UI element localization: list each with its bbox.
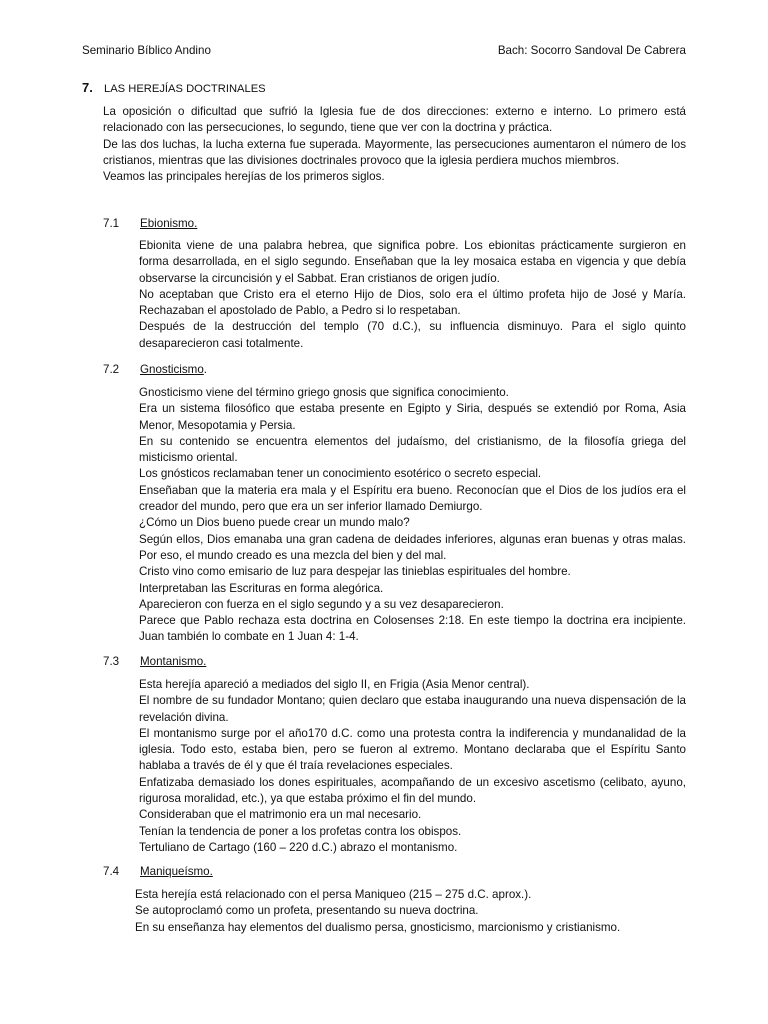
paragraph: Enfatizaba demasiado los dones espirituales, acompañando de un excesivo ascetismo (celibato, ayuno, rigurosa moralidad, etc.), ya que estaba próximo el fin del mundo. <box>139 775 686 806</box>
section-body-montanismo <box>139 677 686 856</box>
section-title-suffix: . <box>203 363 208 376</box>
paragraph: El montanismo surge por el año170 d.C. como una protesta contra la indiferencia y mundanalidad de la iglesia. Todo esto, estaba bien, pero se fueron al extremo. Montano declaraba que el Espíritu Santo hablaba a través de él y que él traía revelaciones especiales. <box>139 726 686 773</box>
section-title: Maniqueísmo. <box>140 865 213 878</box>
paragraph: Ebionita viene de una palabra hebrea, que significa pobre. Los ebionitas prácticamente surgieron en forma desarrollada, en el siglo segundo. Enseñaban que la ley mosaica estaba en vigencia y que debía observarse la circuncisión y el Sabbat. Eran cristianos de origen judío. <box>139 239 686 285</box>
section-number: 7.3 <box>103 655 120 668</box>
header-institution: Seminario Bíblico Andino <box>82 44 211 57</box>
section-body-ebionismo <box>139 238 686 352</box>
paragraph: El nombre de su fundador Montano; quien declaro que estaba inaugurando una nueva dispensación de la revelación divina. <box>139 694 686 724</box>
paragraph: Esta herejía apareció a mediados del siglo II, en Frigia (Asia Menor central). <box>139 678 530 691</box>
section-body-gnosticismo <box>139 385 686 646</box>
paragraph: Tertuliano de Cartago (160 – 220 d.C.) abrazo el montanismo. <box>139 840 458 854</box>
section-number: 7.4 <box>103 865 120 878</box>
paragraph: Se autoproclamó como un profeta, presentando su nueva doctrina. <box>135 904 479 918</box>
paragraph: Interpretaban las Escrituras en forma alegórica. <box>139 581 384 595</box>
paragraph: Veamos las principales herejías de los primeros siglos. <box>103 170 385 184</box>
paragraph: De las dos luchas, la lucha externa fue superada. Mayormente, las persecuciones aumentaron el número de los cristianos, mientras que las divisiones doctrinales provoco que la iglesia perdiera muchos miembros. <box>103 137 686 167</box>
paragraph: Era un sistema filosófico que estaba presente en Egipto y Siria, después se extendió por Roma, Asia Menor, Mesopotamia y Persia. <box>139 402 686 432</box>
paragraph: ¿Cómo un Dios bueno puede crear un mundo malo? <box>139 516 410 530</box>
paragraph: Esta herejía está relacionado con el persa Maniqueo (215 – 275 d.C. aprox.). <box>135 888 532 901</box>
paragraph: No aceptaban que Cristo era el eterno Hijo de Dios, solo era el último profeta hijo de José y María. Rechazaban el apostolado de Pablo, a Pedro si lo respetaban. <box>139 287 686 318</box>
paragraph: En su contenido se encuentra elementos del judaísmo, del cristianismo, de la filosofía griega del misticismo oriental. <box>139 434 686 465</box>
paragraph: En su enseñanza hay elementos del dualismo persa, gnosticismo, marcionismo y cristianismo. <box>135 920 621 934</box>
paragraph: Aparecieron con fuerza en el siglo segundo y a su vez desaparecieron. <box>139 597 504 611</box>
paragraph: Gnosticismo viene del término griego gnosis que significa conocimiento. <box>139 386 509 399</box>
section-body-maniqueismo <box>135 887 682 936</box>
intro-text <box>103 104 686 185</box>
section-number: 7.2 <box>103 363 120 376</box>
header-author: Bach: Socorro Sandoval De Cabrera <box>497 44 686 57</box>
paragraph: La oposición o dificultad que sufrió la Iglesia fue de dos direcciones: externo e interno. Lo primero está relacionado con las persecuciones, lo segundo, tiene que ver con la doctrina y práctica. <box>103 105 686 135</box>
paragraph: Después de la destrucción del templo (70 d.C.), su influencia disminuyo. Para el siglo quinto desaparecieron casi totalmente. <box>139 320 686 350</box>
section-heading-maniqueismo <box>103 864 686 880</box>
section-heading-gnosticismo <box>103 362 686 378</box>
paragraph: Consideraban que el matrimonio era un mal necesario. <box>139 808 422 822</box>
paragraph: Según ellos, Dios emanaba una gran cadena de deidades inferiores, algunas eran buenas y otras malas. Por eso, el mundo creado es una mezcla del bien y del mal. <box>139 532 686 562</box>
section-heading-montanismo <box>103 654 686 670</box>
chapter-title <box>82 80 686 97</box>
paragraph: Los gnósticos reclamaban tener un conocimiento esotérico o secreto especial. <box>139 467 542 481</box>
chapter-title-text: LAS HEREJÍAS DOCTRINALES <box>104 83 266 95</box>
section-heading-ebionismo <box>103 216 686 232</box>
paragraph: Tenían la tendencia de poner a los profetas contra los obispos. <box>139 824 462 838</box>
paragraph: Enseñaban que la materia era mala y el Espíritu era bueno. Reconocían que el Dios de los judíos era el creador del mundo, pero que era un ser inferior llamado Demiurgo. <box>139 483 686 514</box>
chapter-number: 7. <box>82 80 93 95</box>
section-number: 7.1 <box>103 217 120 230</box>
paragraph: Cristo vino como emisario de luz para despejar las tinieblas espirituales del hombre. <box>139 565 571 579</box>
section-title: Gnosticismo <box>140 363 204 376</box>
section-title: Ebionismo. <box>140 217 198 230</box>
section-title: Montanismo. <box>140 655 207 668</box>
page-header <box>82 43 686 59</box>
paragraph: Parece que Pablo rechaza esta doctrina en Colosenses 2:18. En este tiempo la doctrina era incipiente. Juan también lo combate en 1 Juan 4: 1-4. <box>139 614 686 644</box>
